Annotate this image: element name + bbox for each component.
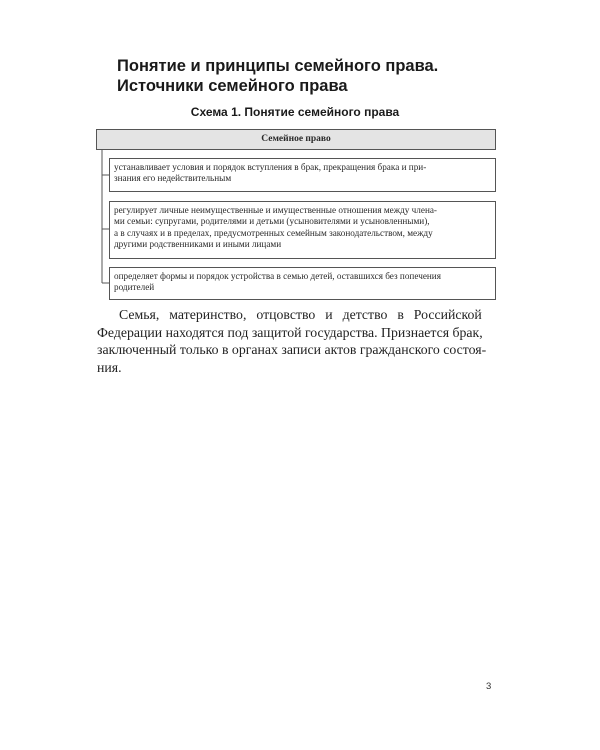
scheme-title: Схема 1. Понятие семейного права xyxy=(190,105,400,119)
body-line: заключенный только в органах записи актов гражданского состоя- xyxy=(97,342,487,357)
scheme-root-box: Семейное право xyxy=(96,129,496,150)
scheme-item-line: определяет формы и порядок устройства в семью детей, оставшихся без попечения xyxy=(114,271,441,281)
heading-line: Понятие и принципы семейного права. xyxy=(117,57,439,75)
heading-line: Источники семейного права xyxy=(117,77,348,95)
page-number: 3 xyxy=(486,681,492,692)
scheme-item-box xyxy=(109,158,496,192)
body-line: ния. xyxy=(97,359,122,375)
scheme-item-line: знания его недействительным xyxy=(114,173,232,184)
scheme-item-box xyxy=(109,267,496,300)
scheme-item-line: родителей xyxy=(114,282,155,293)
body-paragraph xyxy=(97,306,502,376)
body-line: Семья, материнство, отцовство и детство в Российской xyxy=(119,307,482,322)
scheme-item-line: устанавливает условия и порядок вступления в брак, прекращения брака и при- xyxy=(114,162,427,172)
scheme-item-line: другими родственниками и иными лицами xyxy=(114,239,282,250)
body-line: Федерации находятся под защитой государства. Признается брак, xyxy=(97,324,483,340)
scheme-diagram xyxy=(95,129,497,301)
section-heading xyxy=(117,56,517,96)
scheme-item-line: ми семьи: супругами, родителями и детьми (усыновителями и усыновленными), xyxy=(114,216,430,227)
scheme-item-line: а в случаях и в пределах, предусмотренных семейным законодательством, между xyxy=(114,227,433,238)
scheme-item-box xyxy=(109,201,496,259)
scheme-item-line: регулирует личные неимущественные и имущественные отношения между члена- xyxy=(114,205,437,215)
